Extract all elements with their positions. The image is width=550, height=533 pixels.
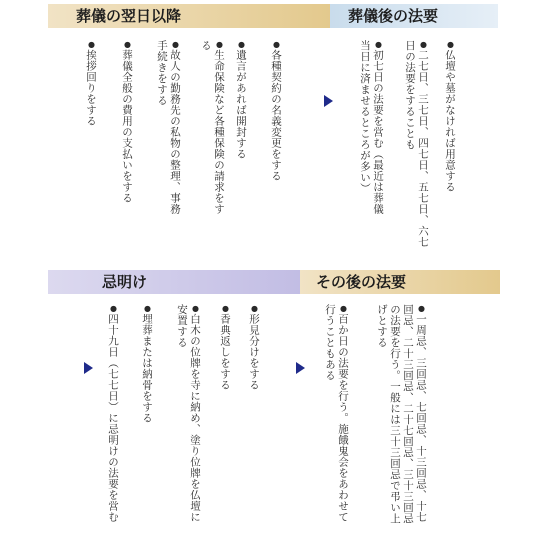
bullet-icon: ● bbox=[446, 40, 455, 50]
bullet-icon: ● bbox=[109, 304, 118, 314]
list-item: ●形見分けをする bbox=[248, 304, 260, 391]
section-title: 葬儀の翌日以降 bbox=[76, 7, 182, 25]
bullet-icon: ● bbox=[143, 304, 152, 314]
bullet-icon: ● bbox=[374, 40, 383, 50]
list-item: ●故人の勤務先の私物の整理、事務手続きをする bbox=[156, 40, 181, 215]
bullet-icon: ● bbox=[171, 40, 180, 50]
bullet-icon: ● bbox=[123, 40, 132, 50]
note-item: ●初七日の法要を営む（最近は葬儀当日に済ませるところが多い） bbox=[359, 40, 384, 215]
list-item: ●一周忌、三回忌、七回忌、十三回忌、十七回忌、二十三回忌、二十七回忌、三十三回忌の法要を行う。一般には三十三回忌で弔い上げとする bbox=[376, 304, 427, 524]
bullet-icon: ● bbox=[87, 40, 96, 50]
list-item: ●生命保険など各種保険の請求をする bbox=[200, 40, 225, 215]
note-item: ●四十九日（七七日）に忌明けの法要を営む bbox=[107, 304, 119, 523]
section-header-mourning-end bbox=[48, 270, 300, 294]
list-item: ●香典返しをする bbox=[219, 304, 231, 391]
section-header-day-after bbox=[48, 4, 330, 28]
list-item: ●各種契約の名義変更をする bbox=[270, 40, 282, 182]
bullet-icon: ● bbox=[250, 304, 259, 314]
bullet-icon: ● bbox=[191, 304, 200, 314]
arrow-right-icon bbox=[84, 362, 93, 374]
list-item: ●二七日、三七日、四七日、五七日、六七日の法要をすることも bbox=[404, 40, 429, 248]
bullet-icon: ● bbox=[339, 304, 348, 314]
section-title: 忌明け bbox=[102, 273, 148, 291]
bullet-icon: ● bbox=[215, 40, 224, 50]
bullet-icon: ● bbox=[272, 40, 281, 50]
bullet-icon: ● bbox=[221, 304, 230, 314]
bullet-icon: ● bbox=[237, 40, 246, 50]
list-item: ●仏壇や墓がなければ用意する bbox=[444, 40, 456, 193]
list-item: ●埋葬または納骨をする bbox=[141, 304, 153, 424]
list-item: ●挨拶回りをする bbox=[85, 40, 97, 127]
section-header-memorial-after bbox=[330, 4, 498, 28]
arrow-right-icon bbox=[296, 362, 305, 374]
section-title: その後の法要 bbox=[316, 273, 407, 291]
bullet-icon: ● bbox=[417, 304, 426, 314]
list-item: ●葬儀全般の費用の支払いをする bbox=[121, 40, 133, 204]
arrow-right-icon bbox=[324, 95, 333, 107]
note-item: ●百か日の法要を行う。施餓鬼会をあわせて行うこともある bbox=[324, 304, 349, 523]
list-item: ●白木の位牌を寺に納め、塗り位牌を仏壇に安置する bbox=[176, 304, 201, 523]
section-title: 葬儀後の法要 bbox=[348, 7, 439, 25]
section-header-thereafter bbox=[300, 270, 500, 294]
bullet-icon: ● bbox=[419, 40, 428, 50]
list-item: ●遺言があれば開封する bbox=[235, 40, 247, 160]
